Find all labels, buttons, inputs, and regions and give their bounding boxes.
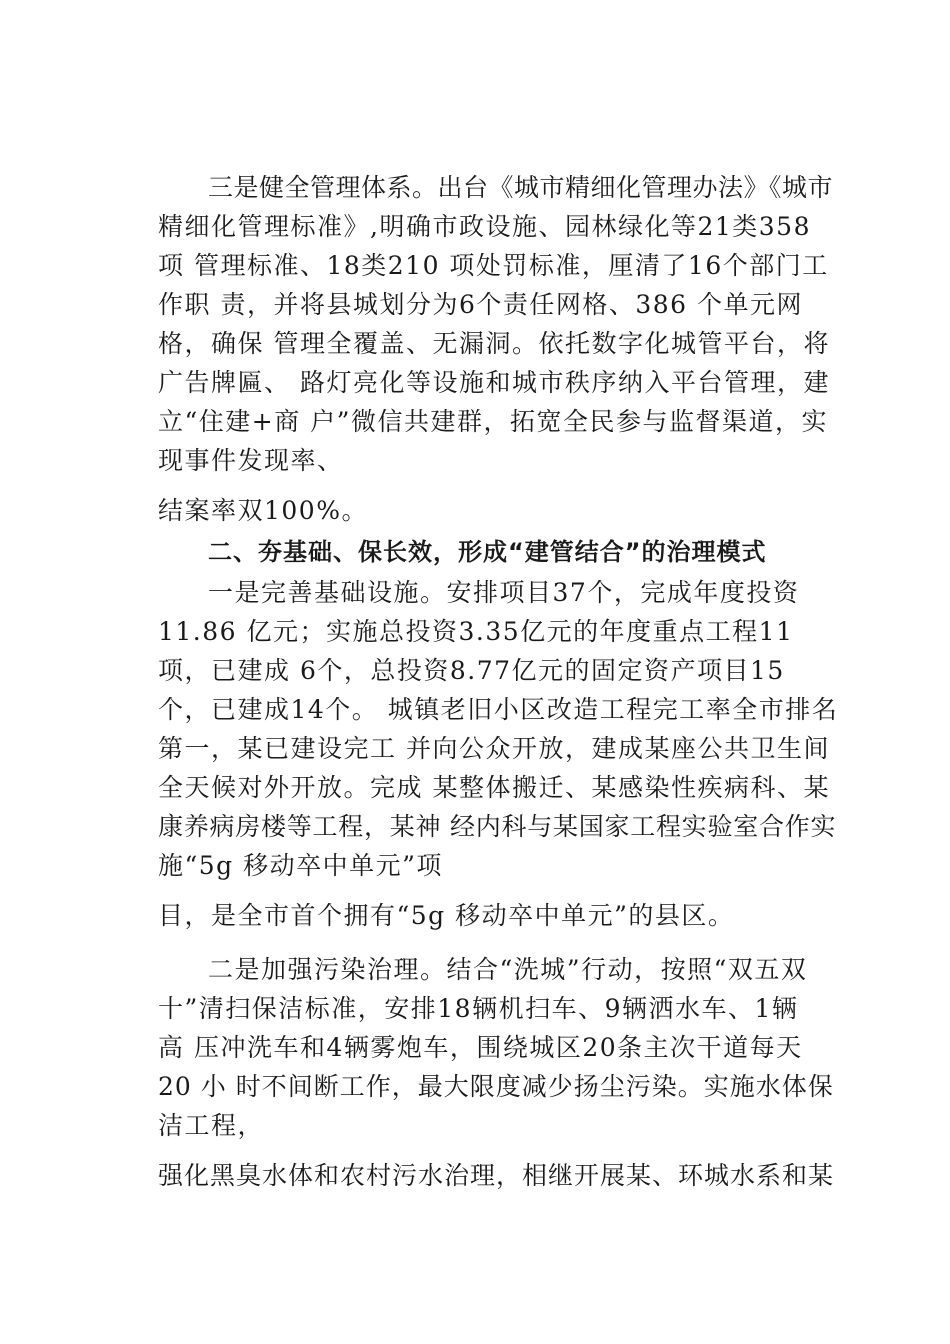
para2-line-6: 全天候对外开放。完成 某整体搬迁、某感染性疾病科、某 [158, 773, 830, 802]
para1-line-7: 立“住建+商 户”微信共建群，拓宽全民参与监督渠道，实 [158, 407, 828, 436]
para2-line-7: 康养病房楼等工程，某神 经内科与某国家工程实验室合作实 [158, 812, 837, 841]
para3-line-1: 二是加强污染治理。结合“洗城”行动，按照“双五双 [208, 955, 808, 984]
para1-line-2: 精细化管理标准》,明确市政设施、园林绿化等21类358 [158, 212, 811, 241]
para2-line-5: 第一，某已建设完工 并向公众开放，建成某座公共卫生间 [158, 734, 830, 763]
para2-line-1: 一是完善基础设施。安排项目37个，完成年度投资 [208, 578, 800, 607]
para3-line-3: 高 压冲洗车和4辆雾炮车，围绕城区20条主次干道每天 [158, 1033, 803, 1062]
para1-line-6: 广告牌匾、 路灯亮化等设施和城市秩序纳入平台管理，建 [158, 368, 830, 397]
para1-line-8: 现事件发现率、 [158, 446, 344, 475]
para2-line-8: 施“5g 移动卒中单元”项 [158, 851, 443, 880]
para2-line-4: 个，已建成14个。 城镇老旧小区改造工程完工率全市排名 [158, 695, 839, 724]
para1-line-5: 格，确保 管理全覆盖、无漏洞。依托数字化城管平台，将 [158, 329, 830, 358]
para1-tail: 结案率双100%。 [158, 496, 368, 525]
section-heading-2: 二、夯基础、保长效，形成“建管结合”的治理模式 [208, 538, 767, 566]
para1-line-1: 三是健全管理体系。出台《城市精细化管理办法》《城市 [208, 173, 834, 202]
para3-line-5: 洁工程， [158, 1111, 265, 1140]
para3-line-4: 20 小 时不间断工作，最大限度减少扬尘污染。实施水体保 [158, 1072, 834, 1101]
para1-line-3: 项 管理标准、18类210 项处罚标准，厘清了16个部门工 [158, 251, 829, 280]
para1-line-4: 作职 责，并将县城划分为6个责任网格、386 个单元网 [158, 290, 804, 319]
para2-line-2: 11.86 亿元；实施总投资3.35亿元的年度重点工程11 [158, 617, 794, 646]
para2-line-3: 项，已建成 6个，总投资8.77亿元的固定资产项目15 [158, 656, 785, 685]
para3-line-2: 十”清扫保洁标准，安排18辆机扫车、9辆洒水车、1辆 [158, 994, 799, 1023]
para2-tail: 目，是全市首个拥有“5g 移动卒中单元”的县区。 [158, 901, 735, 930]
para3-tail: 强化黑臭水体和农村污水治理，相继开展某、环城水系和某 [158, 1161, 835, 1190]
